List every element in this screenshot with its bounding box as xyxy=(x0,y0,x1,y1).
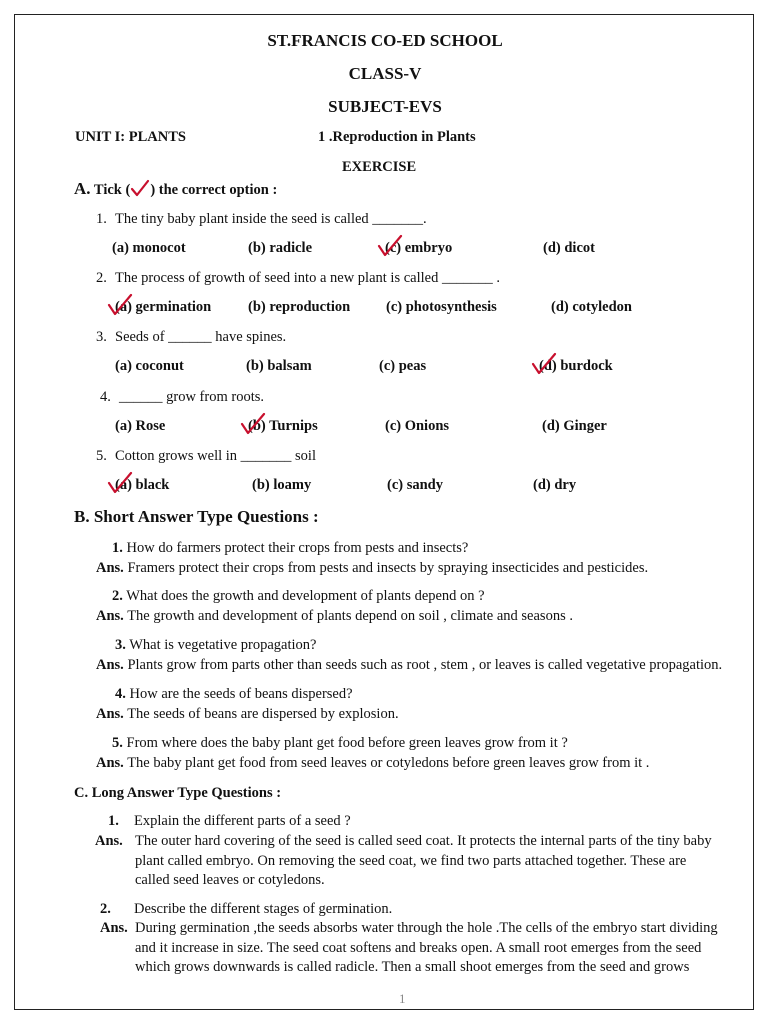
answer-text: Framers protect their crops from pests and insects by spraying insecticides and pesticides. xyxy=(127,560,649,576)
option-d[interactable]: (d) cotyledon xyxy=(551,299,632,315)
unit-title: UNIT I: PLANTS xyxy=(75,129,186,145)
school-name: ST.FRANCIS CO-ED SCHOOL xyxy=(267,31,503,50)
question-text: From where does the baby plant get food before green leaves grow from it ? xyxy=(126,735,568,751)
tick-mark-icon xyxy=(107,293,133,315)
question-number: 5. xyxy=(96,448,107,464)
option-d[interactable]: (d) dicot xyxy=(543,240,595,256)
question-text: How are the seeds of beans dispersed? xyxy=(129,686,353,702)
option-c[interactable]: (c) embryo xyxy=(385,240,453,256)
option-d[interactable]: (d) burdock xyxy=(539,358,613,374)
exercise-heading: EXERCISE xyxy=(342,159,417,175)
option-b[interactable]: (b) balsam xyxy=(246,358,312,374)
tick-mark-icon xyxy=(107,471,133,493)
section-a-heading xyxy=(74,179,277,199)
question xyxy=(115,637,316,654)
option-b[interactable]: (b) radicle xyxy=(248,240,313,256)
option-c[interactable]: (c) Onions xyxy=(385,418,450,434)
answer-line: and it increase in size. The seed coat softens and breaks open. A small root emerges from the seed xyxy=(135,939,702,956)
section-a-letter: A. xyxy=(74,179,91,198)
answer-line: which grows downwards is called radicle. Then a small shoot emerges from the seed and grows xyxy=(135,959,690,975)
question xyxy=(112,735,568,752)
tick-mark-icon xyxy=(531,352,557,374)
class-title: CLASS-V xyxy=(348,64,422,83)
answer-label: Ans. xyxy=(96,755,124,771)
section-b-heading: B. Short Answer Type Questions : xyxy=(74,507,319,526)
question-number: 2. xyxy=(100,901,111,917)
answer-line: plant called embryo. On removing the seed coat, we find two parts attached together. These are xyxy=(135,852,687,869)
page-number: 1 xyxy=(399,991,406,1006)
answer-label: Ans. xyxy=(96,560,124,576)
tick-mark-icon xyxy=(240,412,266,434)
question xyxy=(112,540,468,557)
answer xyxy=(96,657,722,674)
option-b[interactable]: (b) Turnips xyxy=(248,418,318,434)
tick-mark-icon xyxy=(377,234,403,256)
question-text: Seeds of ______ have spines. xyxy=(115,329,287,345)
option-d[interactable]: (d) dry xyxy=(533,477,577,493)
option-a[interactable]: (a) black xyxy=(115,477,170,493)
question-text: Describe the different stages of germination. xyxy=(134,901,393,917)
subject-title: SUBJECT-EVS xyxy=(328,97,442,116)
question-number: 1. xyxy=(108,813,119,829)
option-c[interactable]: (c) photosynthesis xyxy=(386,299,497,315)
option-a[interactable]: (a) Rose xyxy=(115,418,166,434)
option-b[interactable]: (b) reproduction xyxy=(248,299,351,315)
chapter-title: 1 .Reproduction in Plants xyxy=(318,129,476,145)
option-c[interactable]: (c) peas xyxy=(379,358,427,374)
answer-text: The baby plant get food from seed leaves or cotyledons before green leaves grow from it . xyxy=(127,755,650,771)
answer xyxy=(96,608,573,625)
question-text: The process of growth of seed into a new plant is called _______ . xyxy=(115,270,500,286)
answer xyxy=(96,560,648,577)
answer-label: Ans. xyxy=(95,833,123,849)
question-number: 4. xyxy=(115,686,126,702)
question-number: 2. xyxy=(112,588,123,604)
question-number: 5. xyxy=(112,735,123,751)
question-text: What does the growth and development of plants depend on ? xyxy=(126,588,485,604)
option-b[interactable]: (b) loamy xyxy=(252,477,312,493)
answer-text: Plants grow from parts other than seeds such as root , stem , or leaves is called vegetative propagation. xyxy=(127,657,723,673)
option-c[interactable]: (c) sandy xyxy=(387,477,443,493)
question-text: What is vegetative propagation? xyxy=(129,637,317,653)
answer-label: Ans. xyxy=(96,657,124,673)
question-text: Cotton grows well in _______ soil xyxy=(115,448,316,464)
section-a-title-start: Tick ( xyxy=(93,182,131,198)
question-number: 1. xyxy=(112,540,123,556)
question-text: Explain the different parts of a seed ? xyxy=(134,813,351,829)
question-number: 1. xyxy=(96,211,107,227)
question-number: 4. xyxy=(100,389,111,405)
answer-label: Ans. xyxy=(96,706,124,722)
answer-text: The seeds of beans are dispersed by explosion. xyxy=(127,706,399,722)
answer xyxy=(96,706,399,723)
answer-line: The outer hard covering of the seed is called seed coat. It protects the internal parts of the tiny baby xyxy=(135,833,712,849)
question-number: 3. xyxy=(96,329,107,345)
answer xyxy=(96,755,649,772)
option-a[interactable]: (a) coconut xyxy=(115,358,184,374)
option-d[interactable]: (d) Ginger xyxy=(542,418,607,434)
question-text: How do farmers protect their crops from pests and insects? xyxy=(126,540,469,556)
answer-text: The growth and development of plants depend on soil , climate and seasons . xyxy=(127,608,573,624)
question xyxy=(112,588,485,605)
answer-line: called seed leaves or cotyledons. xyxy=(135,872,325,888)
question-text: ______ grow from roots. xyxy=(119,389,264,405)
answer-label: Ans. xyxy=(100,920,128,936)
section-a-title-end: ) the correct option : xyxy=(150,182,278,198)
tick-icon xyxy=(130,182,150,198)
section-c-heading: C. Long Answer Type Questions : xyxy=(74,785,282,801)
question xyxy=(115,686,353,703)
option-a[interactable]: (a) germination xyxy=(115,299,212,315)
question-number: 2. xyxy=(96,270,107,286)
question-text: The tiny baby plant inside the seed is called _______. xyxy=(115,211,427,227)
answer-line: During germination ,the seeds absorbs water through the hole .The cells of the embryo start dividing xyxy=(135,920,718,936)
answer-label: Ans. xyxy=(96,608,124,624)
option-a[interactable]: (a) monocot xyxy=(112,240,186,256)
question-number: 3. xyxy=(115,637,126,653)
